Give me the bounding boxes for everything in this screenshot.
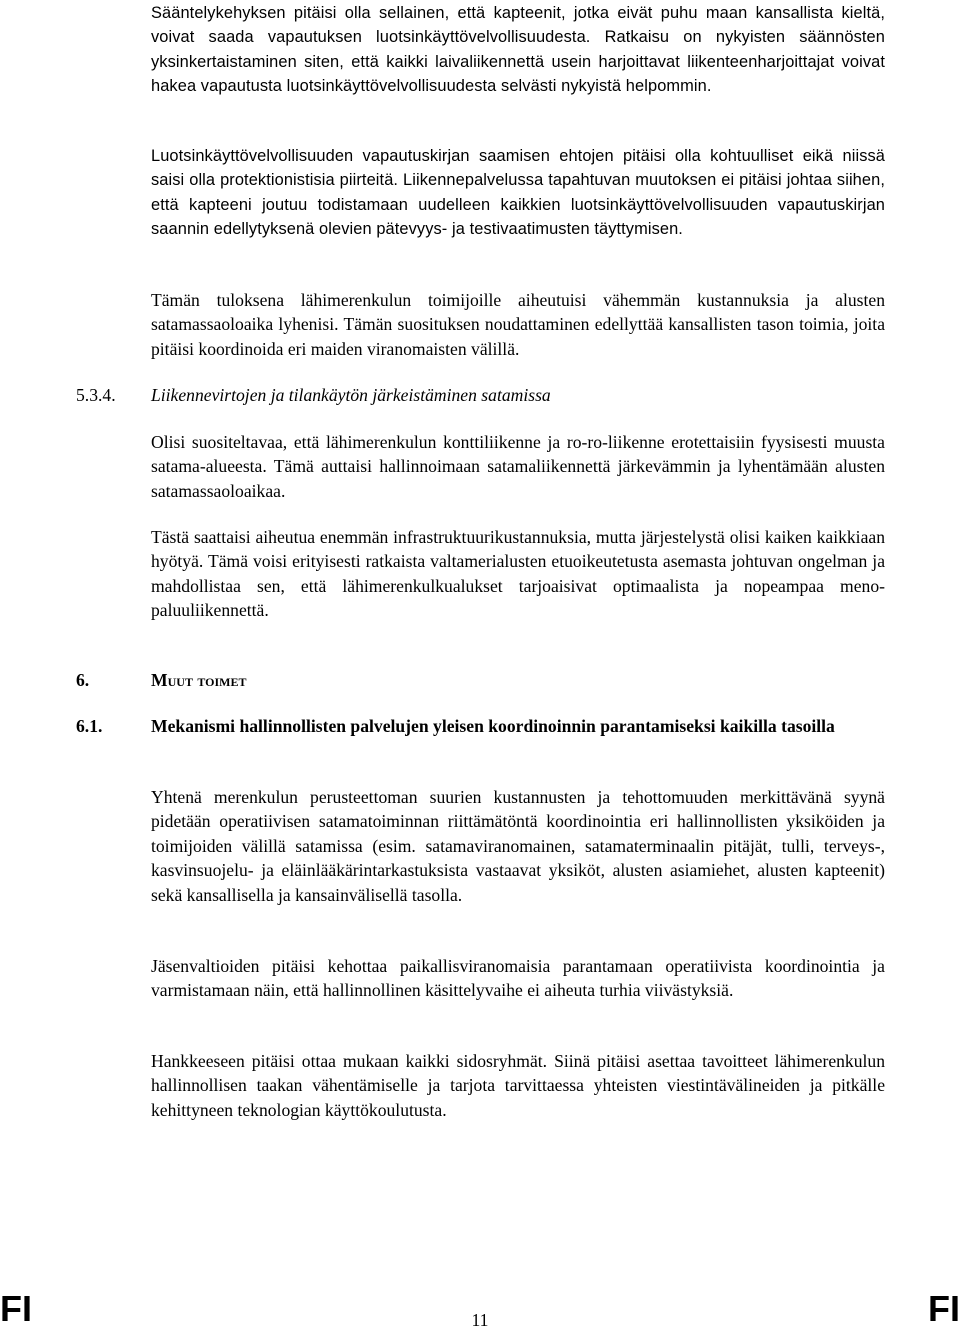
footer-language-code-left: FI <box>0 1288 32 1329</box>
paragraph-cost-reduction: Tämän tuloksena lähimerenkulun toimijoille aiheutuisi vähemmän kustannuksia ja alusten satamassaoloaika lyhenisi. Tämän suosituksen noudattaminen edellyttää kansallisten tason toimia, joita pitäisi koordinoida eri maiden viranomaisten välillä. <box>151 290 885 359</box>
footer-language-code-right: FI <box>928 1288 960 1329</box>
paragraph-stakeholders: Hankkeeseen pitäisi ottaa mukaan kaikki sidosryhmät. Siinä pitäisi asettaa tavoitteet lähimerenkulun hallinnollisen taakan vähentämiselle ja tarjota tarvittaessa yhteisten viestintävälineiden ja pitkälle kehittyneen teknologian käyttökoulutusta. <box>151 1051 885 1120</box>
footer-page-number: 11 <box>471 1310 489 1330</box>
paragraph-member-states: Jäsenvaltioiden pitäisi kehottaa paikallisviranomaisia parantamaan operatiivista koordinointia ja varmistamaan näin, että hallinnollinen käsittelyvaihe ei aiheuta turhia viivästyksiä. <box>151 956 885 1001</box>
paragraph-pilot-exemption-framework: Sääntelykehyksen pitäisi olla sellainen, että kapteenit, jotka eivät puhu maan kansallista kieltä, voivat saada vapautuksen luotsinkäyttövelvollisuudesta. Ratkaisu on nykyisten säännösten yksinkertaistaminen siten, että kaikki laivaliikennettä usein harjoittavat liikenteenharjoittajat voivat hakea vapautusta luotsinkäyttövelvollisuudesta selvästi nykyistä helpommin. <box>151 4 885 96</box>
section-number-6: 6. <box>76 670 90 690</box>
section-number-6-1: 6.1. <box>76 716 103 736</box>
section-number-5-3-4: 5.3.4. <box>76 385 116 405</box>
section-title-6-text: Muut toimet <box>151 670 247 690</box>
section-title-6-1: Mekanismi hallinnollisten palvelujen yleisen koordinoinnin parantamiseksi kaikilla tasoilla <box>151 716 835 736</box>
paragraph-infrastructure-costs: Tästä saattaisi aiheutua enemmän infrastruktuurikustannuksia, mutta järjestelystä olisi kaiken kaikkiaan hyötyä. Tämä voisi erityisesti ratkaista valtamerialusten etuoikeutetusta asemasta johtuvan ongelman ja mahdollistaa sen, että lähimerenkulkualukset tarjoaisivat optimaalista ja nopeampaa meno-paluuliikennettä. <box>151 527 885 621</box>
section-title-5-3-4: Liikennevirtojen ja tilankäytön järkeistäminen satamissa <box>151 385 551 405</box>
paragraph-exemption-conditions: Luotsinkäyttövelvollisuuden vapautuskirjan saamisen ehtojen pitäisi olla kohtuulliset eikä niissä saisi olla protektionistisia piirteitä. Liikennepalvelussa tapahtuvan muutoksen ei pitäisi johtaa siihen, että kapteeni joutuu todistamaan uudelleen kaikkien luotsinkäyttövelvollisuuden vapautuskirjan saannin edellytyksenä olevien pätevyys- ja testivaatimusten täyttymisen. <box>151 147 885 239</box>
section-title-6 <box>151 668 885 692</box>
paragraph-container-separation: Olisi suositeltavaa, että lähimerenkulun konttiliikenne ja ro-ro-liikenne erotettaisiin fyysisesti muusta satama-alueesta. Tämä auttaisi hallinnoimaan satamaliikennettä järkevämmin ja lyhentämään alusten satamassaoloaikaa. <box>151 432 885 501</box>
paragraph-coordination-costs: Yhtenä merenkulun perusteettoman suurien kustannusten ja tehottomuuden merkittävänä syynä pidetään operatiivisen satamatoiminnan riittämätöntä koordinointia eri hallinnollisten yksiköiden ja toimijoiden välillä satamissa (esim. satamaviranomainen, satamaterminaalin pitäjät, tulli, terveys-, kasvinsuojelu- ja eläinlääkärintarkastuksista vastaavat yksiköt, alusten asiamiehet, alusten kapteenit) sekä kansallisella ja kansainvälisellä tasolla. <box>151 787 885 905</box>
